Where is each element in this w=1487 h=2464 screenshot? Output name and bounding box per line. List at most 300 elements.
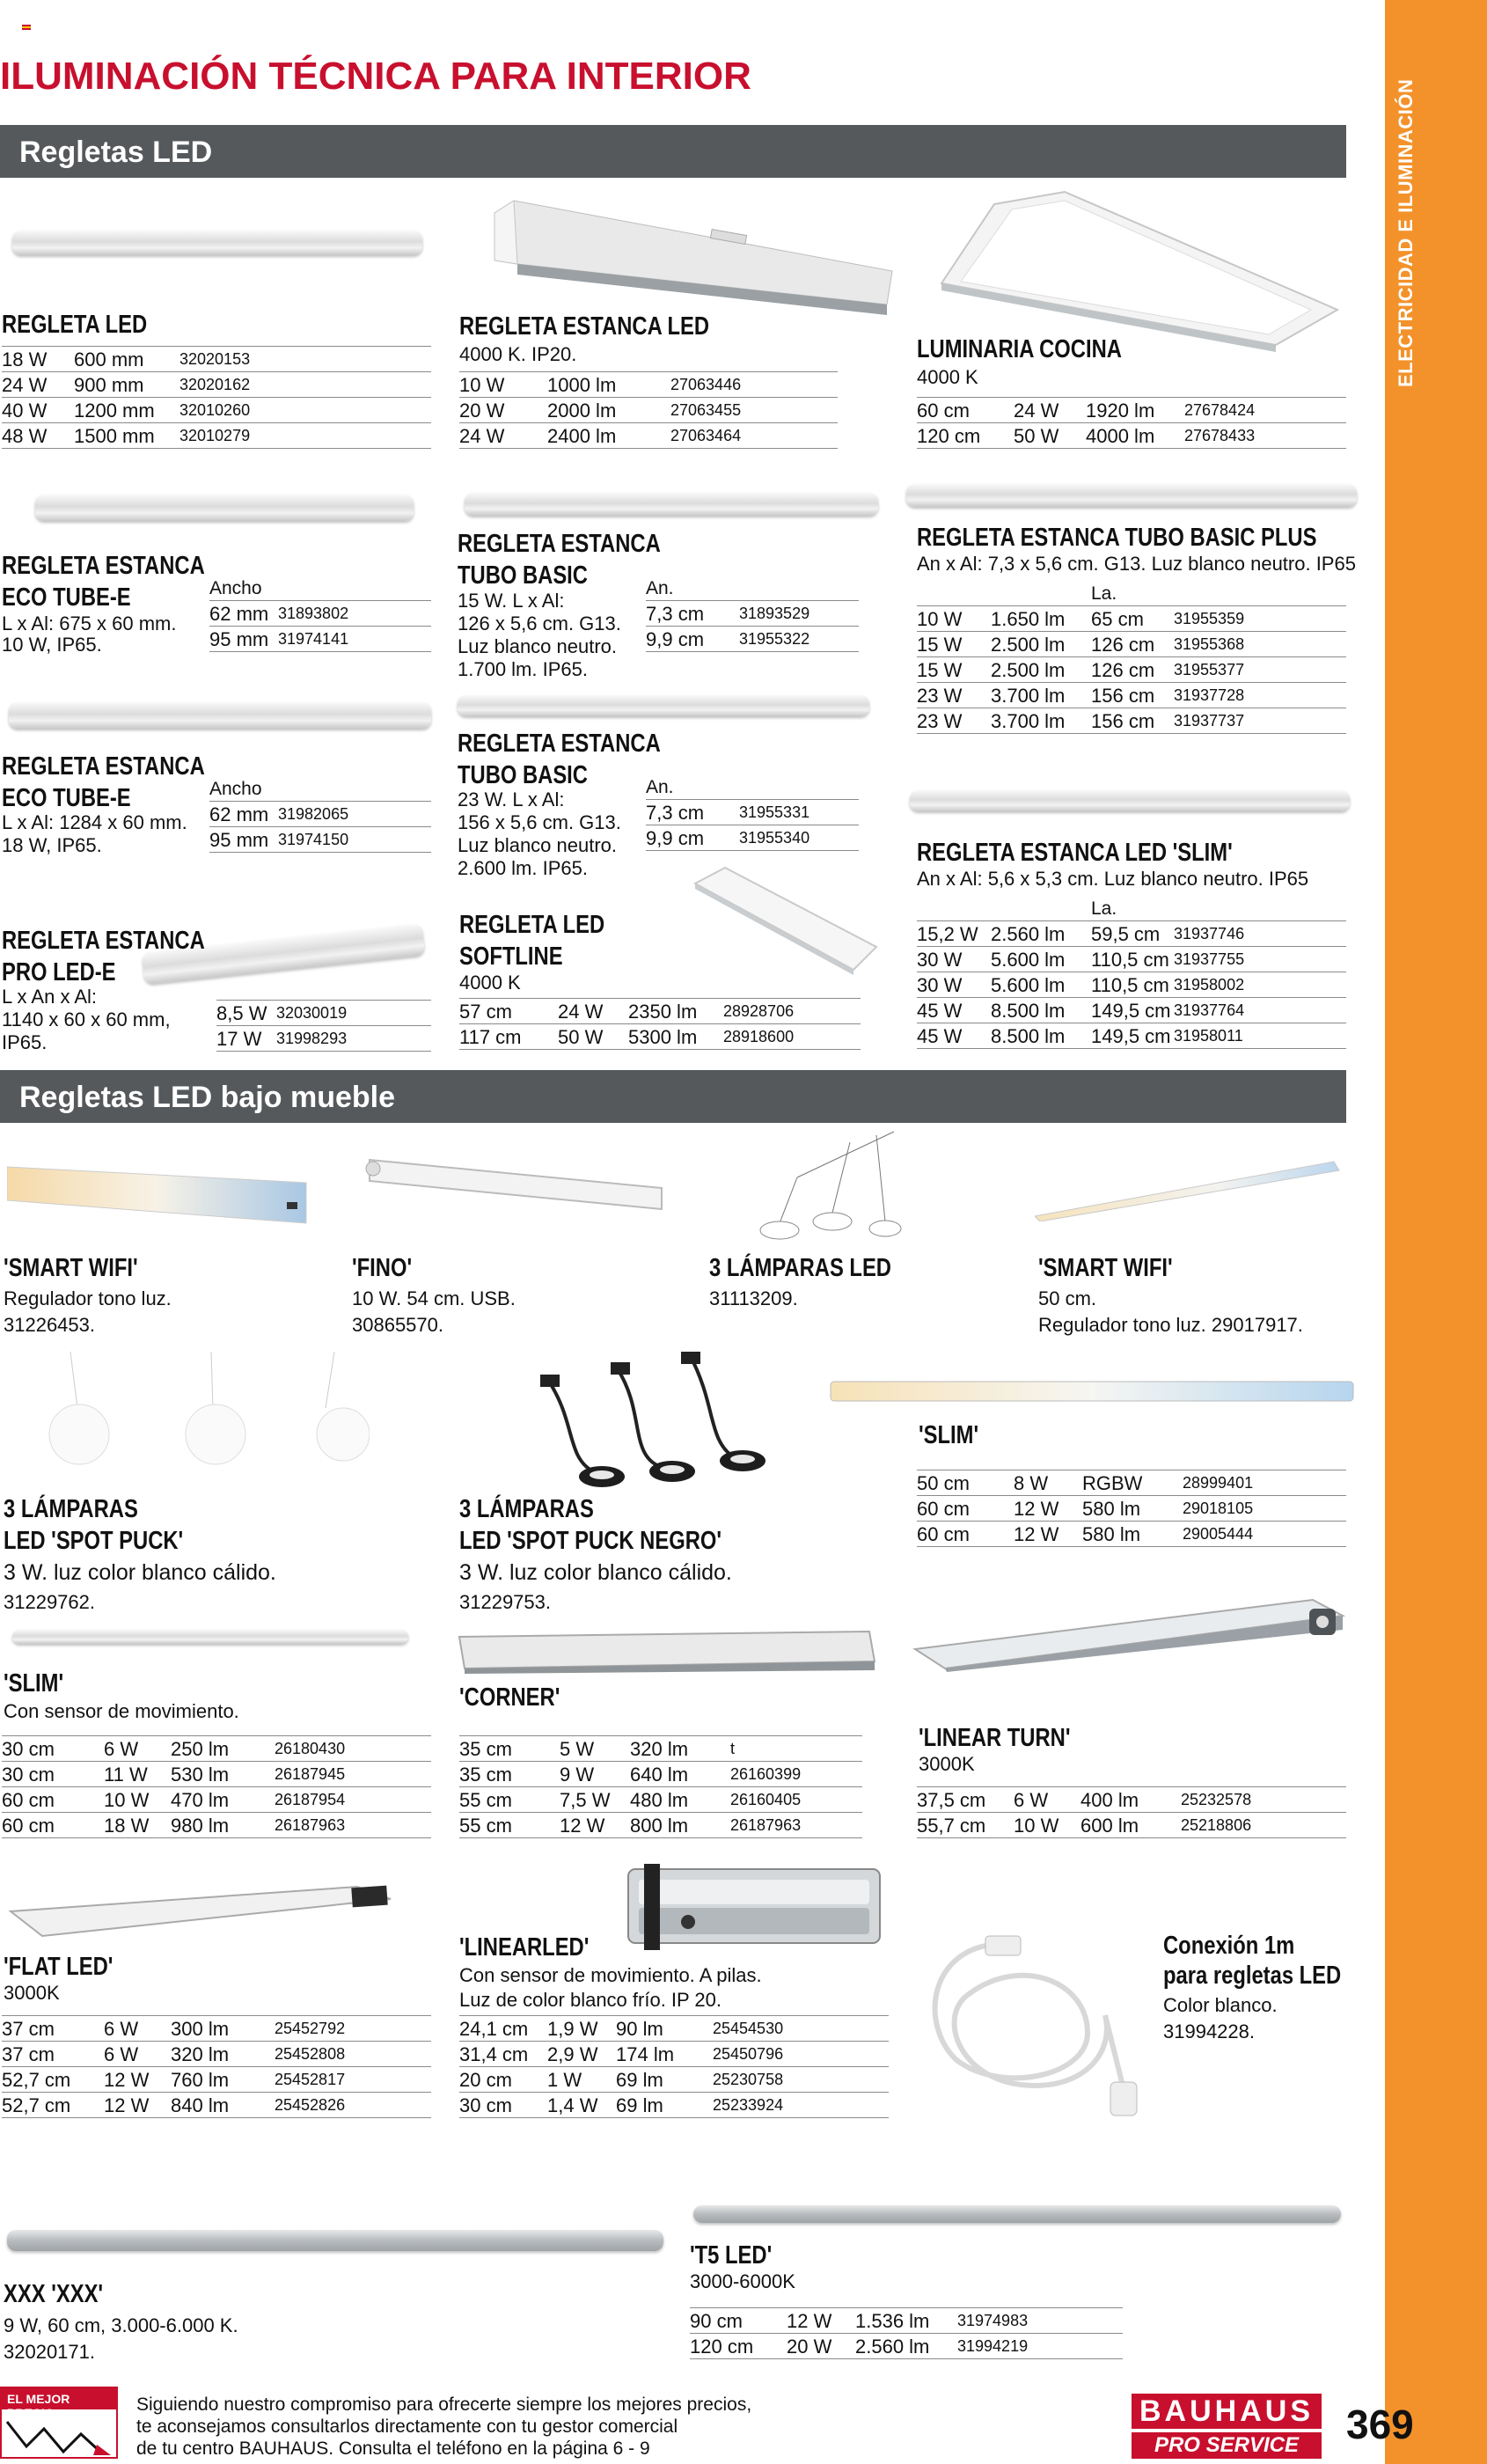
spot-puck-negro-image	[531, 1352, 778, 1492]
bauhaus-logo-text: BAUHAUS	[1132, 2394, 1322, 2429]
table-header-cell: Ancho	[209, 578, 262, 598]
table-cell: 2.500 lm	[991, 632, 1091, 657]
product-title: 'SLIM'	[4, 1669, 64, 1698]
table-header-empty	[1174, 581, 1346, 606]
table-cell: 30 cm	[459, 2093, 547, 2118]
table-cell: 60 cm	[917, 1496, 1014, 1522]
table-cell: 4000 lm	[1086, 423, 1184, 449]
product-title: ECO TUBE-E	[2, 784, 131, 812]
table-row	[2, 1787, 431, 1813]
product-desc: 156 x 5,6 cm. G13.	[458, 811, 621, 833]
spec-table-eco-tube-2	[209, 776, 431, 853]
table-cell: 40 W	[2, 398, 74, 423]
best-price-badge	[0, 2387, 118, 2459]
table-cell: 24 W	[558, 999, 628, 1024]
product-desc: 4000 K. IP20.	[459, 343, 577, 365]
table-cell: 156 cm	[1091, 683, 1174, 708]
product-desc: 23 W. L x Al:	[458, 788, 565, 810]
flat-led-image	[7, 1883, 398, 1940]
spec-table-tubo-basic-plus	[917, 581, 1346, 734]
table-row	[690, 2334, 1123, 2359]
reference-code: 31955359	[1174, 606, 1346, 632]
table-cell: 900 mm	[74, 372, 179, 398]
table-row	[917, 606, 1346, 632]
spec-table-regleta-led	[2, 346, 431, 449]
table-cell: 7,3 cm	[646, 800, 739, 825]
table-cell: 12 W	[1014, 1496, 1082, 1522]
reference-code: 31937737	[1174, 708, 1346, 734]
table-header-empty	[991, 896, 1091, 921]
table-row	[459, 423, 838, 449]
table-cell: 149,5 cm	[1091, 1023, 1174, 1049]
tubo-basic-image	[465, 493, 878, 516]
product-desc: 1.700 lm. IP65.	[458, 658, 588, 680]
spec-table-estanca-slim	[917, 896, 1346, 1049]
product-title: 'SLIM'	[919, 1421, 979, 1449]
table-cell: 8 W	[1014, 1470, 1082, 1496]
product-title: LED 'SPOT PUCK NEGRO'	[459, 1527, 722, 1555]
footer-notice-line: de tu centro BAUHAUS. Consulta el teléfono en la página 6 - 9	[136, 2438, 650, 2459]
table-header-cell: An.	[646, 777, 674, 797]
product-title: 'CORNER'	[459, 1683, 560, 1712]
table-header-empty	[278, 776, 431, 802]
product-desc: 18 W, IP65.	[2, 834, 102, 856]
table-row	[917, 398, 1346, 423]
smart-wifi-2-image	[1035, 1158, 1341, 1221]
table-cell: 30 cm	[2, 1762, 104, 1787]
corner-image	[456, 1630, 876, 1674]
table-cell: 62 mm	[209, 601, 278, 627]
table-cell: 5 W	[560, 1736, 630, 1762]
table-cell: 12 W	[104, 2067, 171, 2093]
spec-table-corner	[459, 1735, 862, 1838]
reference-code: 31893529	[739, 601, 859, 627]
spec-table-linear-turn	[917, 1786, 1346, 1838]
table-cell: 23 W	[917, 708, 991, 734]
product-desc: 3000K	[919, 1753, 975, 1775]
side-category-label: ELECTRICIDAD E ILUMINACIÓN	[1395, 78, 1417, 387]
reference-code: 26187954	[275, 1787, 431, 1813]
table-cell: 320 lm	[171, 2042, 275, 2067]
table-cell: 2.500 lm	[991, 657, 1091, 683]
product-desc: An x Al: 5,6 x 5,3 cm. Luz blanco neutro. IP65	[917, 868, 1309, 890]
product-title: LUMINARIA COCINA	[917, 335, 1122, 363]
table-cell: 1 W	[547, 2067, 616, 2093]
table-cell: 250 lm	[171, 1736, 275, 1762]
eco-tube-image	[35, 495, 414, 521]
table-cell: 320 lm	[630, 1736, 730, 1762]
reference-code: 25452792	[275, 2016, 431, 2042]
spec-table-luminaria-cocina	[917, 397, 1346, 449]
best-price-badge-label: EL MEJOR PRECIO	[2, 2388, 116, 2409]
product-desc: 2.600 lm. IP65.	[458, 857, 588, 879]
softline-image	[686, 862, 880, 977]
table-cell: 1500 mm	[74, 423, 179, 449]
table-cell: 48 W	[2, 423, 74, 449]
reference-code: 31955368	[1174, 632, 1346, 657]
product-title: 3 LÁMPARAS	[4, 1495, 138, 1523]
eco-tube-image	[9, 702, 431, 729]
product-title: 'LINEAR TURN'	[919, 1724, 1071, 1752]
table-cell: 1.536 lm	[855, 2308, 957, 2334]
table-cell: 2,9 W	[547, 2042, 616, 2067]
product-title: ECO TUBE-E	[2, 583, 131, 612]
product-desc: L x Al: 1284 x 60 mm.	[2, 811, 187, 833]
product-title: REGLETA LED	[459, 911, 605, 939]
reference-code: 32010279	[179, 423, 431, 449]
table-cell: 24 W	[2, 372, 74, 398]
table-cell: 126 cm	[1091, 657, 1174, 683]
reference-code: 28928706	[723, 999, 861, 1024]
table-cell: 57 cm	[459, 999, 558, 1024]
reference-code: 31955340	[739, 825, 859, 851]
spec-table-softline	[459, 998, 861, 1050]
table-cell: 3.700 lm	[991, 708, 1091, 734]
price-chart-icon	[5, 2413, 114, 2457]
product-title: 'SMART WIFI'	[4, 1254, 138, 1282]
table-cell: 126 cm	[1091, 632, 1174, 657]
product-title: REGLETA ESTANCA LED	[459, 312, 710, 341]
smart-wifi-image	[7, 1156, 320, 1227]
table-cell: 117 cm	[459, 1024, 558, 1050]
footer-notice	[136, 2394, 751, 2460]
table-row	[2, 1762, 431, 1787]
table-cell: 90 cm	[690, 2308, 787, 2334]
product-desc: L x An x Al:	[2, 986, 98, 1008]
table-cell: 62 mm	[209, 802, 278, 827]
table-row	[459, 999, 861, 1024]
product-title: REGLETA LED	[2, 311, 148, 339]
table-cell: 20 cm	[459, 2067, 547, 2093]
table-cell: 12 W	[787, 2308, 855, 2334]
spec-table-regleta-estanca-led	[459, 371, 838, 449]
product-desc: Luz blanco neutro.	[458, 635, 618, 657]
table-cell: 6 W	[104, 2042, 171, 2067]
table-row	[917, 683, 1346, 708]
reference-code: 27063464	[670, 423, 838, 449]
table-cell: 5300 lm	[628, 1024, 723, 1050]
table-cell: 60 cm	[917, 398, 1014, 423]
reference-code: 31974983	[957, 2308, 1123, 2334]
page-number: 369	[1346, 2402, 1414, 2447]
tres-lamparas-image	[744, 1125, 903, 1248]
conexion-cable-image	[912, 1918, 1149, 2121]
product-desc: Con sensor de movimiento. A pilas.	[459, 1964, 762, 1986]
table-cell: 760 lm	[171, 2067, 275, 2093]
table-row	[2, 423, 431, 449]
table-cell: 55,7 cm	[917, 1813, 1014, 1838]
table-cell: 37 cm	[2, 2042, 104, 2067]
product-title: 3 LÁMPARAS	[459, 1495, 594, 1523]
reference-code: 31893802	[278, 601, 431, 627]
table-row	[646, 601, 859, 627]
product-desc: 4000 K	[459, 972, 521, 994]
product-desc: 1140 x 60 x 60 mm,	[2, 1008, 171, 1030]
table-row	[646, 825, 859, 851]
table-cell: 10 W	[104, 1787, 171, 1813]
table-row	[917, 1787, 1346, 1813]
table-cell: 6 W	[104, 1736, 171, 1762]
table-cell: 120 cm	[690, 2334, 787, 2359]
reference-code: 28918600	[723, 1024, 861, 1050]
table-header-row	[209, 576, 431, 601]
product-desc: 31226453.	[4, 1314, 95, 1336]
table-cell: 1.650 lm	[991, 606, 1091, 632]
table-cell: 20 W	[459, 398, 547, 423]
table-header-row	[917, 896, 1346, 921]
product-desc: L x Al: 675 x 60 mm.	[2, 612, 177, 634]
reference-code: 25218806	[1181, 1813, 1346, 1838]
product-desc: 10 W. 54 cm. USB.	[352, 1287, 516, 1309]
table-row	[917, 1023, 1346, 1049]
product-desc: 3 W. luz color blanco cálido.	[4, 1560, 276, 1585]
reference-code: 31937755	[1174, 947, 1346, 972]
table-row	[216, 1026, 431, 1052]
product-desc: IP65.	[2, 1031, 48, 1053]
table-cell: 69 lm	[616, 2067, 713, 2093]
product-desc: 3000-6000K	[690, 2270, 795, 2292]
product-title: 'T5 LED'	[690, 2241, 773, 2270]
product-title: SOFTLINE	[459, 942, 563, 971]
table-row	[917, 657, 1346, 683]
table-cell: 52,7 cm	[2, 2067, 104, 2093]
reference-code: 25452817	[275, 2067, 431, 2093]
table-header-cell: Ancho	[209, 779, 262, 799]
table-header-empty	[917, 581, 991, 606]
product-title: REGLETA ESTANCA	[2, 927, 205, 955]
product-title: XXX 'XXX'	[4, 2280, 104, 2308]
slim-sensor-image	[12, 1630, 408, 1644]
table-cell: 9,9 cm	[646, 825, 739, 851]
table-cell: 23 W	[917, 683, 991, 708]
product-desc: Luz blanco neutro.	[458, 834, 618, 856]
product-desc: Regulador tono luz.	[4, 1287, 172, 1309]
table-header-row	[646, 774, 859, 800]
table-row	[2, 2067, 431, 2093]
table-row	[2, 2093, 431, 2118]
linear-turn-image	[912, 1595, 1351, 1674]
table-cell: 55 cm	[459, 1787, 560, 1813]
table-row	[917, 1813, 1346, 1838]
table-cell: 9 W	[560, 1762, 630, 1787]
product-title: REGLETA ESTANCA LED 'SLIM'	[917, 839, 1233, 867]
product-title: 3 LÁMPARAS LED	[709, 1254, 891, 1282]
table-cell: 95 mm	[209, 827, 278, 853]
product-title: REGLETA ESTANCA	[2, 552, 205, 580]
table-cell: 2000 lm	[547, 398, 670, 423]
product-title: 'FINO'	[352, 1254, 413, 1282]
reference-code: 26160405	[730, 1787, 862, 1813]
table-row	[209, 827, 431, 853]
footer-notice-line: Siguiendo nuestro compromiso para ofrecerte siempre los mejores precios,	[136, 2394, 752, 2415]
table-cell: 7,5 W	[560, 1787, 630, 1813]
spot-puck-image	[35, 1352, 370, 1466]
table-cell: 174 lm	[616, 2042, 713, 2067]
table-cell: 530 lm	[171, 1762, 275, 1787]
product-title: Conexión 1m	[1163, 1932, 1295, 1960]
table-cell: 11 W	[104, 1762, 171, 1787]
table-cell: 1,4 W	[547, 2093, 616, 2118]
tubo-basic-plus-image	[906, 484, 1357, 507]
product-title: 'LINEARLED'	[459, 1933, 590, 1962]
footer-notice-line: te aconsejamos consultarlos directamente con tu gestor comercial	[136, 2416, 678, 2437]
table-header-cell: La.	[1091, 583, 1117, 604]
reference-code: 27063455	[670, 398, 838, 423]
table-row	[2, 2016, 431, 2042]
table-row	[459, 1024, 861, 1050]
table-cell: 12 W	[560, 1813, 630, 1838]
reference-code: 31958011	[1174, 1023, 1346, 1049]
table-cell: 10 W	[917, 606, 991, 632]
table-cell: 60 cm	[917, 1522, 1014, 1547]
flag-icon	[22, 25, 31, 30]
reference-code: 29018105	[1183, 1496, 1346, 1522]
reference-code: 31937746	[1174, 921, 1346, 947]
table-row	[459, 1813, 862, 1838]
table-cell: 1,9 W	[547, 2016, 616, 2042]
reference-code: 31974150	[278, 827, 431, 853]
product-title: REGLETA ESTANCA	[2, 752, 205, 781]
reference-code: 26180430	[275, 1736, 431, 1762]
table-cell: 55 cm	[459, 1813, 560, 1838]
table-cell: 35 cm	[459, 1736, 560, 1762]
product-title: 'SMART WIFI'	[1038, 1254, 1173, 1282]
reference-code: 31955377	[1174, 657, 1346, 683]
table-row	[2, 1736, 431, 1762]
table-cell: 90 lm	[616, 2016, 713, 2042]
table-row	[917, 972, 1346, 998]
estanca-slim-image	[910, 790, 1350, 811]
table-cell: 480 lm	[630, 1787, 730, 1813]
product-desc: 31229753.	[459, 1591, 551, 1613]
table-cell: 5.600 lm	[991, 972, 1091, 998]
table-cell: 24 W	[1014, 398, 1086, 423]
table-row	[2, 398, 431, 423]
table-row	[459, 2093, 889, 2118]
page-title: ILUMINACIÓN TÉCNICA PARA INTERIOR	[0, 55, 751, 98]
table-row	[459, 398, 838, 423]
table-cell: 20 W	[787, 2334, 855, 2359]
reference-code: 26187945	[275, 1762, 431, 1787]
product-desc: 50 cm.	[1038, 1287, 1097, 1309]
table-row	[690, 2308, 1123, 2334]
table-cell: 2.560 lm	[855, 2334, 957, 2359]
reference-code: 31937764	[1174, 998, 1346, 1023]
reference-code: 25232578	[1181, 1787, 1346, 1813]
spec-table-pro-led	[216, 1000, 431, 1052]
product-title: REGLETA ESTANCA TUBO BASIC PLUS	[917, 524, 1317, 552]
table-cell: 95 mm	[209, 627, 278, 652]
spec-table-t5-led	[690, 2307, 1123, 2359]
reference-code: t	[730, 1736, 862, 1762]
table-cell: 1000 lm	[547, 372, 670, 398]
spec-table-tubo-basic-1	[646, 576, 859, 652]
table-row	[2, 2042, 431, 2067]
table-cell: 8,5 W	[216, 1001, 276, 1026]
bauhaus-pro-service-text: PRO SERVICE	[1132, 2432, 1322, 2459]
table-cell: 15 W	[917, 632, 991, 657]
table-cell: 12 W	[104, 2093, 171, 2118]
table-row	[209, 627, 431, 652]
table-row	[2, 372, 431, 398]
spec-table-slim-sensor	[2, 1735, 431, 1838]
product-title: para regletas LED	[1163, 1962, 1342, 1990]
table-cell: 50 W	[1014, 423, 1086, 449]
table-cell: 800 lm	[630, 1813, 730, 1838]
luminaria-cocina-image	[924, 187, 1346, 354]
table-cell: RGBW	[1082, 1470, 1183, 1496]
table-row	[459, 2067, 889, 2093]
product-desc: 9 W, 60 cm, 3.000-6.000 K.	[4, 2314, 238, 2336]
table-cell: 3.700 lm	[991, 683, 1091, 708]
reference-code: 26187963	[275, 1813, 431, 1838]
product-desc: 10 W, IP65.	[2, 634, 102, 656]
table-header-empty	[278, 576, 431, 601]
reference-code: 32010260	[179, 398, 431, 423]
product-desc: 3000K	[4, 1982, 60, 2004]
table-cell: 840 lm	[171, 2093, 275, 2118]
reference-code: 31955331	[739, 800, 859, 825]
table-cell: 300 lm	[171, 2016, 275, 2042]
table-cell: 30 W	[917, 972, 991, 998]
table-header-empty	[1174, 896, 1346, 921]
table-cell: 5.600 lm	[991, 947, 1091, 972]
table-row	[459, 1762, 862, 1787]
table-row	[2, 347, 431, 372]
reference-code: 25452826	[275, 2093, 431, 2118]
table-cell: 12 W	[1014, 1522, 1082, 1547]
regleta-estanca-led-image	[482, 195, 896, 327]
table-cell: 50 cm	[917, 1470, 1014, 1496]
table-cell: 1200 mm	[74, 398, 179, 423]
product-title: LED 'SPOT PUCK'	[4, 1527, 184, 1555]
product-desc: Luz de color blanco frío. IP 20.	[459, 1989, 722, 2011]
xxx-image	[7, 2230, 663, 2251]
table-cell: 18 W	[2, 347, 74, 372]
table-row	[917, 947, 1346, 972]
table-row	[917, 921, 1346, 947]
product-desc: An x Al: 7,3 x 5,6 cm. G13. Luz blanco neutro. IP65	[917, 553, 1356, 575]
table-cell: 120 cm	[917, 423, 1014, 449]
table-cell: 400 lm	[1080, 1787, 1181, 1813]
table-row	[917, 632, 1346, 657]
table-cell: 65 cm	[1091, 606, 1174, 632]
table-header-empty	[917, 896, 991, 921]
table-cell: 1920 lm	[1086, 398, 1184, 423]
reference-code: 26187963	[730, 1813, 862, 1838]
table-row	[2, 1813, 431, 1838]
table-row	[917, 998, 1346, 1023]
reference-code: 27063446	[670, 372, 838, 398]
table-cell: 59,5 cm	[1091, 921, 1174, 947]
reference-code: 27678424	[1184, 398, 1346, 423]
reference-code: 31994219	[957, 2334, 1123, 2359]
product-title: REGLETA ESTANCA	[458, 730, 661, 758]
reference-code: 28999401	[1183, 1470, 1346, 1496]
slim-rgbw-image	[829, 1378, 1357, 1410]
table-cell: 15 W	[917, 657, 991, 683]
reference-code: 26160399	[730, 1762, 862, 1787]
table-row	[459, 2016, 889, 2042]
product-title: REGLETA ESTANCA	[458, 530, 661, 558]
table-cell: 17 W	[216, 1026, 276, 1052]
table-header-row	[646, 576, 859, 601]
reference-code: 32020162	[179, 372, 431, 398]
product-title: TUBO BASIC	[458, 561, 588, 590]
reference-code: 29005444	[1183, 1522, 1346, 1547]
table-cell: 30 cm	[2, 1736, 104, 1762]
table-cell: 600 mm	[74, 347, 179, 372]
